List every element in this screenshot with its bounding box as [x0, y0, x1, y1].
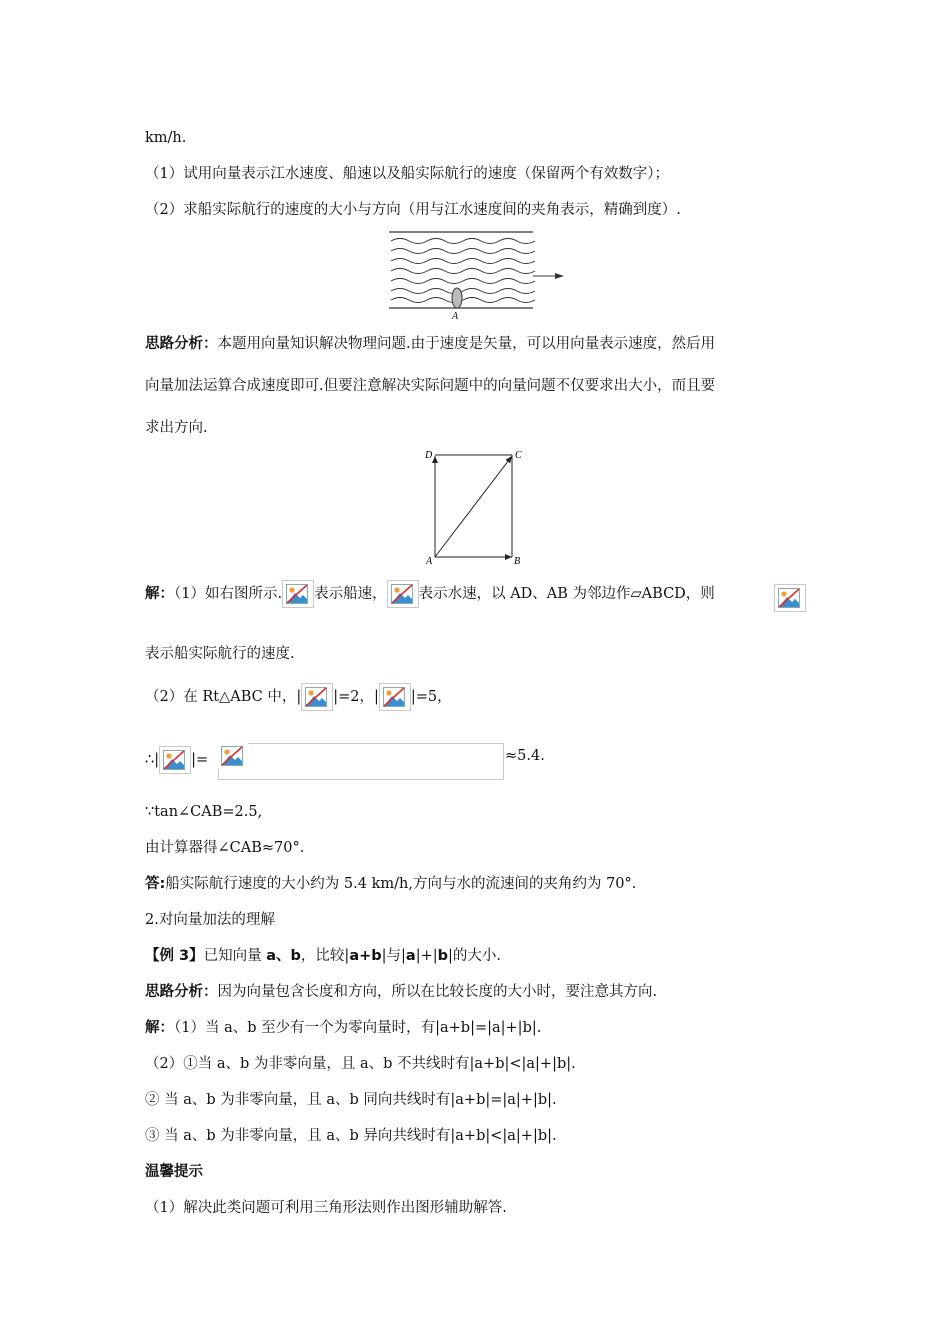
- river-figure: [386, 228, 568, 322]
- label-c: C: [515, 450, 522, 461]
- analysis-line-1: 思路分析：本题用向量知识解决物理问题.由于速度是矢量，可以用向量表示速度，然后用: [145, 336, 716, 352]
- example-3-label: 【例 3】: [145, 948, 204, 964]
- approx-result: ≈5.4.: [505, 748, 545, 764]
- solution-line-1b: 表示船实际航行的速度.: [145, 646, 295, 662]
- broken-image-icon: [159, 746, 191, 774]
- solution-line-1: 解：（1）如右图所示. 表示船速， 表示水速，以 AD、AB 为邻边作▱ABCD，则: [145, 580, 715, 608]
- solution-label: 解：: [145, 586, 174, 602]
- formula-image-placeholder: [218, 743, 504, 780]
- unit-line: km/h.: [145, 130, 187, 146]
- analysis-label: 思路分析：: [145, 336, 218, 352]
- solution-2-line-4: ③ 当 a、b 为非零向量，且 a、b 异向共线时有|a+b|<|a|+|b|.: [145, 1128, 557, 1144]
- solution-2-line-3: ② 当 a、b 为非零向量，且 a、b 同向共线时有|a+b|=|a|+|b|.: [145, 1092, 557, 1108]
- because-line: ∵tan∠CAB=2.5,: [145, 804, 263, 820]
- analysis-line-2: 向量加法运算合成速度即可.但要注意解决实际问题中的向量问题不仅要求出大小，而且要: [145, 378, 716, 394]
- river-label-a: A: [452, 311, 459, 322]
- broken-image-icon: [387, 580, 419, 608]
- section-2-heading: 2.对向量加法的理解: [145, 912, 275, 928]
- question-2: （2）求船实际航行的速度的大小与方向（用与江水速度间的夹角表示，精确到度）.: [145, 202, 681, 218]
- analysis-2-label: 思路分析：: [145, 984, 218, 1000]
- solution-2-line-2: （2）①当 a、b 为非零向量，且 a、b 不共线时有|a+b|<|a|+|b|.: [145, 1056, 576, 1072]
- answer-line: 答:船实际航行速度的大小约为 5.4 km/h,方向与水的流速间的夹角约为 70°.: [145, 876, 637, 892]
- answer-label: 答:: [145, 876, 166, 892]
- river-arrow-icon: [533, 273, 564, 279]
- calc-line: 由计算器得∠CAB≈70°.: [145, 840, 305, 856]
- broken-image-icon: [774, 584, 806, 612]
- solution-2-label: 解：: [145, 1020, 174, 1036]
- analysis-line-3: 求出方向.: [145, 420, 208, 436]
- therefore-line: ∴| |=: [145, 746, 208, 774]
- solution-2-line-1: 解：（1）当 a、b 至少有一个为零向量时，有|a+b|=|a|+|b|.: [145, 1020, 542, 1036]
- label-d: D: [425, 450, 433, 461]
- broken-image-icon: [379, 683, 411, 711]
- tip-1: （1）解决此类问题可利用三角形法则作出图形辅助解答.: [145, 1200, 507, 1216]
- label-b: B: [514, 556, 521, 567]
- question-1: （1）试用向量表示江水速度、船速以及船实际航行的速度（保留两个有效数字）；: [145, 166, 669, 182]
- broken-image-icon: [218, 743, 248, 769]
- analysis-2-line: 思路分析：因为向量包含长度和方向，所以在比较长度的大小时，要注意其方向.: [145, 984, 658, 1000]
- broken-image-icon: [282, 580, 314, 608]
- tips-heading: 温馨提示: [145, 1164, 203, 1180]
- broken-image-icon: [301, 683, 333, 711]
- example-3-line: 【例 3】已知向量 a、b，比较|a+b|与|a|+|b|的大小.: [145, 948, 502, 964]
- parallelogram-figure: [423, 446, 528, 568]
- solution-line-2: （2）在 Rt△ABC 中，| |=2，| |=5，: [145, 683, 452, 711]
- label-a: A: [426, 556, 433, 567]
